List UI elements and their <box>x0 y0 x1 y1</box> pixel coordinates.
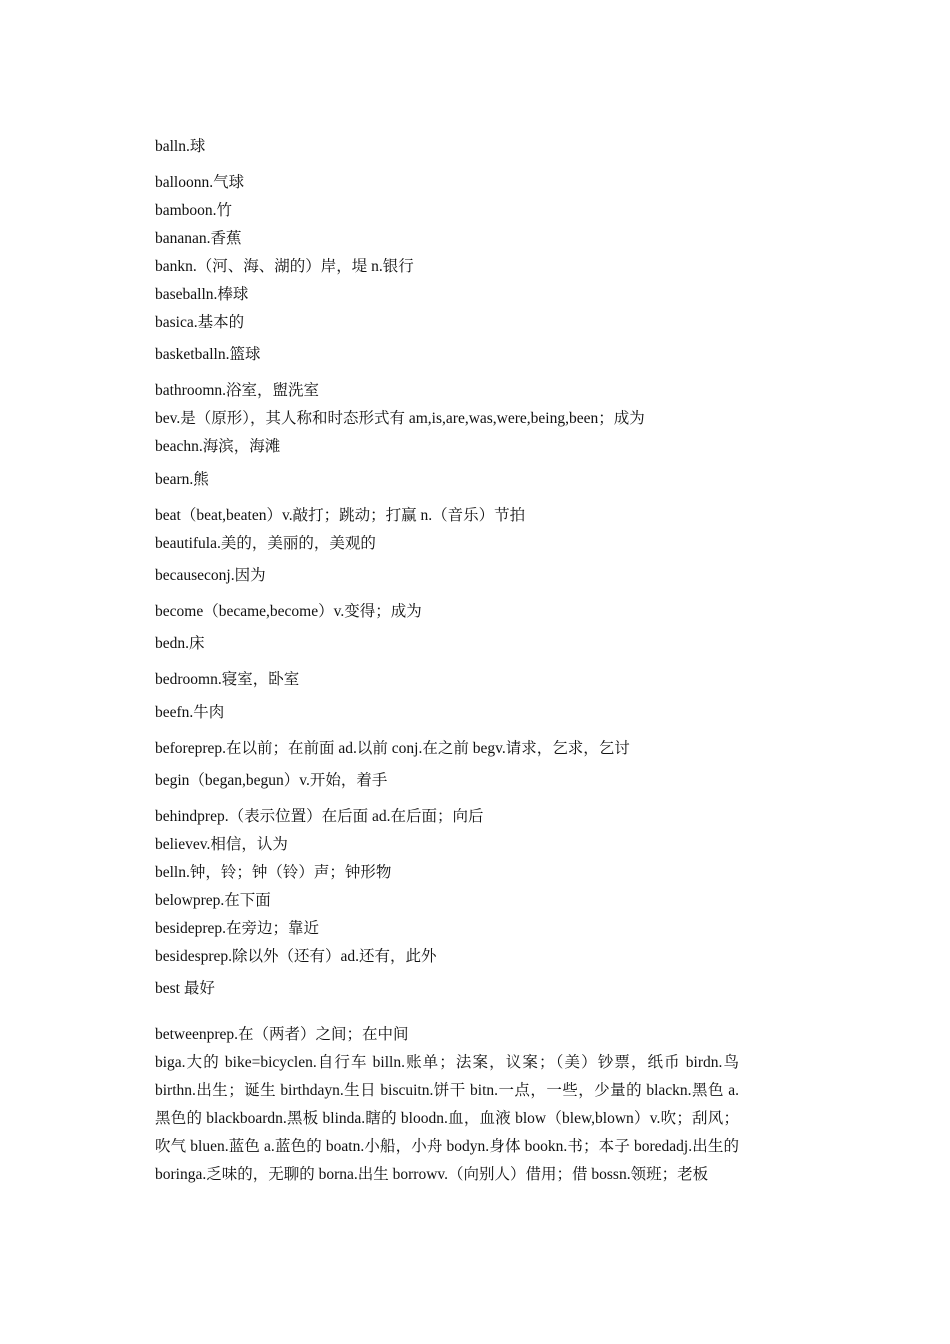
entry-bear: bearn.熊 <box>155 471 209 488</box>
entry-beat: beat（beat,beaten）v.敲打；跳动；打赢 n.（音乐）节拍 <box>155 507 526 524</box>
entry-before: beforeprep.在以前；在前面 ad.以前 conj.在之前 begv.请求，乞求，乞讨 <box>155 740 630 757</box>
entry-bank: bankn.（河、海、湖的）岸，堤 n.银行 <box>155 258 414 275</box>
entry-balloon: balloonn.气球 <box>155 174 245 191</box>
entry-be: bev.是（原形），其人称和时态形式有 am,is,are,was,were,being,been；成为 <box>155 410 645 427</box>
entry-bed: bedn.床 <box>155 635 205 652</box>
entry-below: belowprep.在下面 <box>155 892 271 909</box>
entry-beautiful: beautifula.美的，美丽的，美观的 <box>155 535 376 552</box>
entry-believe: believev.相信，认为 <box>155 836 288 853</box>
entry-behind: behindprep.（表示位置）在后面 ad.在后面；向后 <box>155 808 484 825</box>
entry-become: become（became,become）v.变得；成为 <box>155 603 422 620</box>
entry-between: betweenprep.在（两者）之间；在中间 <box>155 1026 409 1043</box>
entry-besides: besidesprep.除以外（还有）ad.还有，此外 <box>155 948 437 965</box>
entry-best: best 最好 <box>155 980 215 997</box>
entry-begin: begin（began,begun）v.开始，着手 <box>155 772 388 789</box>
entries-paragraph: biga.大的 bike=bicyclen.自行车 billn.账单；法案，议案；（美）钞票，纸币 birdn.鸟 birthn.出生；诞生 birthdayn.生日 biscuitn.饼干 bitn.一点，一些，少量的 blackn.黑色 a.黑色的 blackboardn.黑板 blinda.瞎的 bloodn.血，血液 blow（blew,blown）v.吹；刮风；吹气 bluen.蓝色 a.蓝色的 boatn.小船，小舟 bodyn.身体 bookn.书；本子 boredadj.出生的 boringa.乏味的，无聊的 borna.出生 borrowv.（向别人）借用；借 bossn.领班；老板 <box>155 1054 739 1183</box>
entry-banana: bananan.香蕉 <box>155 230 242 247</box>
entry-ball: balln.球 <box>155 138 206 155</box>
entry-beach: beachn.海滨，海滩 <box>155 438 281 455</box>
entry-bedroom: bedroomn.寝室，卧室 <box>155 671 300 688</box>
entry-baseball: baseballn.棒球 <box>155 286 249 303</box>
entry-because: becauseconj.因为 <box>155 567 266 584</box>
entry-beside: besideprep.在旁边；靠近 <box>155 920 320 937</box>
entry-bell: belln.钟，铃；钟（铃）声；钟形物 <box>155 864 392 881</box>
entry-basketball: basketballn.篮球 <box>155 346 261 363</box>
entry-bathroom: bathroomn.浴室，盥洗室 <box>155 382 320 399</box>
entry-bamboo: bamboon.竹 <box>155 202 233 219</box>
entry-beef: beefn.牛肉 <box>155 704 225 721</box>
entry-basic: basica.基本的 <box>155 314 245 331</box>
